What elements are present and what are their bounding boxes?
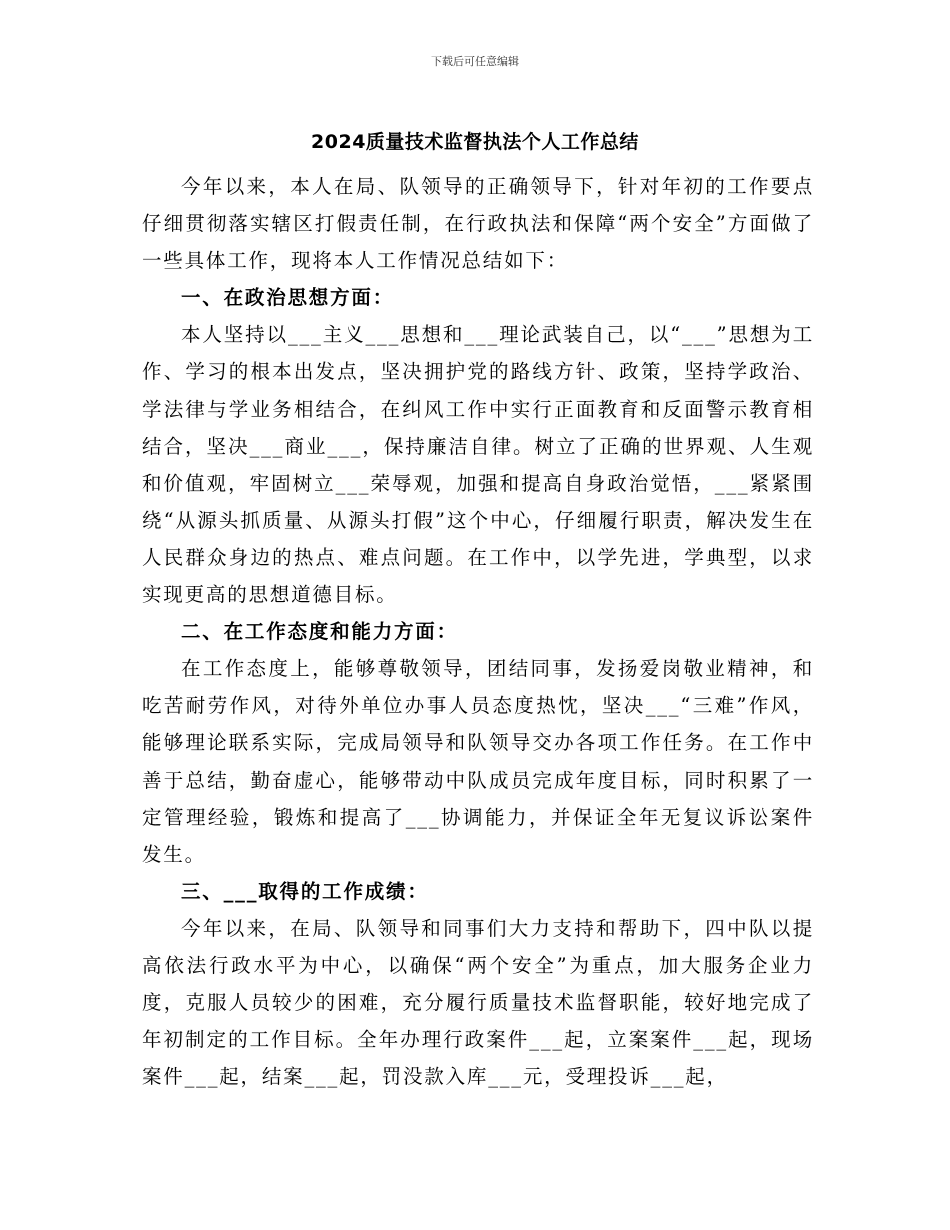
section-heading-achievements: 三、___取得的工作成绩： <box>181 879 429 903</box>
document-title: 2024质量技术监督执法个人工作总结 <box>311 131 639 153</box>
header-note: 下载后可任意编辑 <box>431 55 519 68</box>
section-paragraph-political: 本人坚持以___主义___思想和___理论武装自己，以“___”思想为工作、学习的根本出发点，坚决拥护党的路线方针、政策，坚持学政治、学法律与学业务相结合，在纠风工作中实行正面教育和反面警示教育相结合，坚决___商业___，保持廉洁自律。树立了正确的世界观、人生观和价值观，牢固树立___荣辱观，加强和提高自身政治觉悟，___紧紧围绕“从源头抓质量、从源头打假”这个中心，仔细履行职责，解决发生在人民群众身边的热点、难点问题。在工作中，以学先进，学典型，以求实现更高的思想道德目标。 <box>142 323 814 607</box>
document-body <box>142 168 814 1095</box>
section-heading-political: 一、在政治思想方面： <box>181 286 395 310</box>
section-paragraph-achievements: 今年以来，在局、队领导和同事们大力支持和帮助下，四中队以提高依法行政水平为中心，以确保“两个安全”为重点，加大服务企业力度，克服人员较少的困难，充分履行质量技术监督职能，较好地完成了年初制定的工作目标。全年办理行政案件___起，立案案件___起，现场案件___起，结案___起，罚没款入库___元，受理投诉___起， <box>142 916 814 1089</box>
section-paragraph-attitude: 在工作态度上，能够尊敬领导，团结同事，发扬爱岗敬业精神，和吃苦耐劳作风，对待外单位办事人员态度热忱，坚决___“三难”作风，能够理论联系实际，完成局领导和队领导交办各项工作任务。在工作中善于总结，勤奋虚心，能够带动中队成员完成年度目标，同时积累了一定管理经验，锻炼和提高了___协调能力，并保证全年无复议诉讼案件发生。 <box>142 657 814 866</box>
intro-paragraph: 今年以来，本人在局、队领导的正确领导下，针对年初的工作要点仔细贯彻落实辖区打假责任制，在行政执法和保障“两个安全”方面做了一些具体工作，现将本人工作情况总结如下： <box>142 175 814 273</box>
section-heading-attitude: 二、在工作态度和能力方面： <box>181 620 458 644</box>
